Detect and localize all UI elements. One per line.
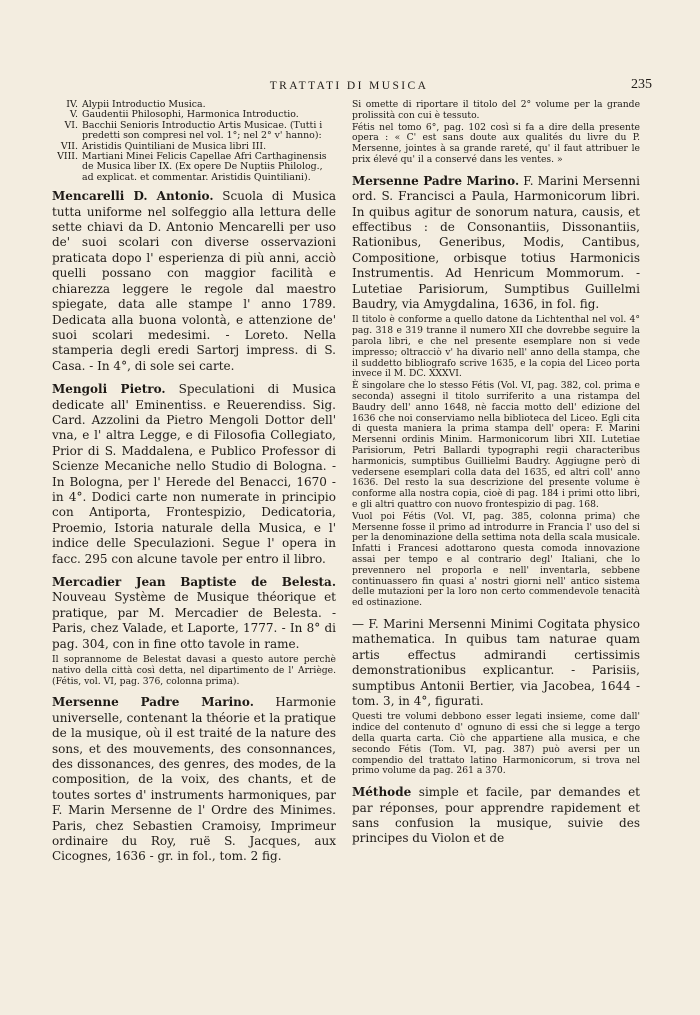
entry-mersenne-cogitata bbox=[352, 617, 640, 709]
left-column bbox=[52, 100, 336, 873]
treatise-list bbox=[52, 100, 336, 183]
entry-note: Vuol poi Fétis (Vol. VI, pag. 385, colonna prima) che Mersenne fosse il primo ad introdurre in Francia l' uso del si per la denominazione della settima nota della scala musicale. Infatti i Francesi adottarono questa comoda innovazione assai per tempo e al contrario degl' Italiani, che lo prevennero nel proporla e nell' inventarla, sebbene continuassero fin quasi a' nostri giorni nell' antico sistema delle mutazioni per la loro non certo commendevole tenacità ed ostinazione. bbox=[352, 510, 640, 609]
entry-mercadier bbox=[52, 575, 336, 652]
entry-body: Speculationi di Musica dedicate all' Eminentiss. e Reuerendiss. Sig. Card. Azzolini da Pietro Mengoli Dottor dell' vna, e l' altra Legge, e di Filosofia Collegiato, Prior di S. Maddalena, e Publico Professor di Scienze Mecaniche nello Studio di Bologna. - In Bologna, per l' Herede del Benacci, 1670 - in 4°. Dodici carte non numerate in principio con Antiporta, Frontespizio, Dedicatoria, Proemio, Istoria naturale della Musica, e l' indice delle Speculazioni. Segue l' opera in facc. 295 con alcune tavole per entro il libro. bbox=[52, 382, 336, 566]
entry-mengoli bbox=[52, 382, 336, 567]
right-column bbox=[352, 100, 640, 855]
entry-heading: Mersenne Padre Marino. bbox=[352, 173, 520, 188]
entry-heading: Méthode bbox=[352, 785, 412, 800]
entry-mersenne-harmonicorum bbox=[352, 174, 640, 313]
entry-heading: Mengoli Pietro. bbox=[52, 382, 166, 397]
page-number: 235 bbox=[631, 77, 652, 92]
entry-body: Harmonie universelle, contenant la théorie et la pratique de la musique, où il est traité de la nature des sons, et des mouvements, des consonnances, des dissonances, des genres, des modes, de la composition, de la voix, des chants, et de toutes sortes d' instruments harmoniques, par F. Marin Mersenne de l' Ordre des Minimes. Paris, chez Sebastien Cramoisy, Imprimeur ordinaire du Roy, ruë S. Jacques, aux Cicognes, 1636 - gr. in fol., tom. 2 fig. bbox=[52, 695, 336, 864]
entry-note: Questi tre volumi debbono esser legati insieme, come dall' indice del contenuto d' ognuno di essi che si legge a tergo della quarta carta. Ciò che appartiene alla musica, e che secondo Fétis (Tom. VI, pag. 387) può aversi per un compendio del trattato latino Harmonicorum, si trova nel primo volume da pag. 261 a 370. bbox=[352, 711, 640, 777]
entry-note: Si omette di riportare il titolo del 2° volume per la grande prolissità con cui è tessuto. bbox=[352, 99, 640, 121]
entry-body: simple et facile, par demandes et par réponses, pour apprendre rapidement et sans confusion la musique, suivie des principes du Violon et de bbox=[352, 785, 640, 846]
entry-methode bbox=[352, 785, 640, 847]
entry-note: Il soprannome de Belestat davasi a questo autore perchè nativo della città così detta, nel dipartimento de l' Arriège. (Fétis, vol. VI, pag. 376, colonna prima). bbox=[52, 654, 336, 687]
list-item: VII. Aristidis Quintiliani de Musica libri III. bbox=[60, 140, 267, 152]
entry-heading: Mercadier Jean Baptiste de Belesta. bbox=[52, 575, 336, 589]
entry-body: Minimi Cogitata physico mathematica. In quibus tam naturae quam artis effectus admirandi certissimis demonstrationibus explicantur. - Parisiis, sumptibus Antonii Bertier, via Jacobea, 1644 - tom. 3, in 4°, figurati. bbox=[352, 616, 640, 708]
entry-note: È singolare che lo stesso Fétis (Vol. VI, pag. 382, col. prima e seconda) assegni il titolo surriferito a una ristampa del Baudry dell' anno 1648, nè faccia motto dell' edizione del 1636 che noi conserviamo nella biblioteca del Liceo. Egli cita di questa maniera la prima stampa dell' opera: F. Marini Mersenni ordinis Minim. Harmonicorum libri XII. Lutetiae Parisiorum, Petri Ballardi typographi regii characteribus harmonicis, sumptibus Guillielmi Baudry. Aggiugne però di vedersene esemplari colla data del 1635, ed altri coll' anno 1636. Del resto la sua descrizione del presente volume è conforme alla nostra copia, cioè di pag. 184 i primi otto libri, e gli altri quattro con nuovo frontespizio di pag. 168. bbox=[352, 380, 640, 510]
entry-heading: Mersenne Padre Marino. bbox=[52, 695, 254, 710]
entry-body: F. Marini Mersenni ord. S. Francisci a Paula, Harmonicorum libri. In quibus agitur de sonorum natura, causis, et effectibus : de Consonantiis, Dissonantiis, Rationibus, Generibus, Modis, Cantibus, Compositione, orbisque totius Harmonicis Instrumentis. Ad Henricum Mommorum. - Lutetiae Parisiorum, Sumptibus Guillelmi Baudry, via Amygdalina, 1636, in fol. fig. bbox=[352, 173, 640, 312]
entry-note: Il titolo è conforme a quello datone da Lichtenthal nel vol. 4° pag. 318 e 319 tranne il numero XII che dovrebbe seguire la parola libri, e che nel presente esemplare non si vede impresso; oltracciò v' ha divario nell' anno della stampa, che il suddetto bibliografo scrive 1635, e la copia del Liceo porta invece il M. DC. XXXVI. bbox=[352, 314, 640, 380]
entry-heading: Mencarelli D. Antonio. bbox=[52, 189, 214, 204]
entry-note: Fétis nel tomo 6°, pag. 102 così si fa a dire della presente opera : « C' est sans doute aux qualités du livre du P. Mersenne, jointes à sa grande rareté, qu' il faut attribuer le prix élevé qu' il a conservé dans les ventes. » bbox=[352, 121, 640, 165]
entry-mencarelli bbox=[52, 189, 336, 374]
running-header bbox=[24, 77, 674, 100]
running-title: TRATTATI DI MUSICA bbox=[269, 80, 429, 92]
entry-mersenne-harmonie bbox=[52, 695, 336, 864]
entry-heading: — F. Marini Mersenni bbox=[352, 616, 486, 631]
list-item: V. Gaudentii Philosophi, Harmonica Introductio. bbox=[69, 109, 299, 121]
list-item: VI. Bacchii Senioris Introductio Artis Musicae. (Tutti i predetti son compresi nel vol. 1°; nel 2° v' hanno): bbox=[64, 119, 323, 142]
list-item: IV. Alypii Introductio Musica. bbox=[66, 99, 206, 110]
entry-body: Scuola di Musica tutta uniforme nel solfeggio alla lettura delle sette chiavi da D. Antonio Mencarelli per uso de' suoi scolari con diverse osservazioni praticata dopo l' esperienza di più anni, acciò quelli possano con maggior facilità e chiarezza leggere le regole dal maestro spiegate, data alle stampe l' anno 1789. Dedicata alla buona volontà, e attenzione de' suoi scolari medesimi. - Loreto. Nella stamperia degli eredi Sartorj impress. di S. Casa. - In 4°, di sole sei carte. bbox=[52, 189, 336, 373]
list-item: VIII. Martiani Minei Felicis Capellae Afri Carthaginensis de Musica liber IX. (Ex opere De Nuptiis Philolog., ad explicat. et commentar. Aristidis Quintiliani). bbox=[57, 151, 327, 183]
entry-body: Nouveau Système de Musique théorique et pratique, par M. Mercadier de Belesta. - Paris, chez Valade, et Laporte, 1777. - In 8° di pag. 304, con in fine otto tavole in rame. bbox=[52, 590, 336, 651]
